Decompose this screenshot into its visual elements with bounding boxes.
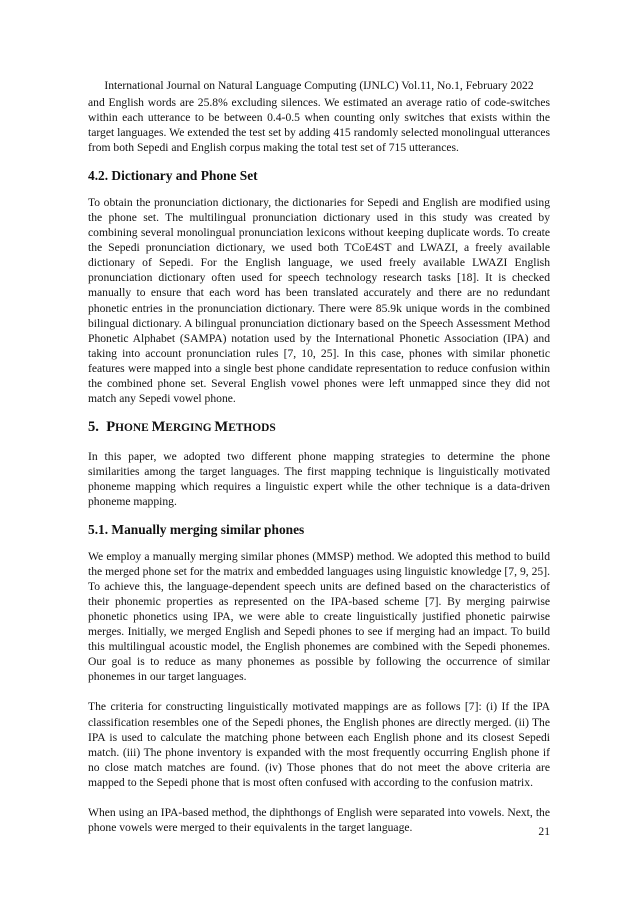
running-header: International Journal on Natural Language Computing (IJNLC) Vol.11, No.1, February 2022 bbox=[104, 79, 534, 92]
smallcap-rest: ERGING bbox=[165, 421, 215, 434]
section-number: 5. bbox=[88, 418, 99, 435]
paragraph-spacer bbox=[88, 684, 550, 699]
smallcap-rest: HONE bbox=[115, 421, 152, 434]
smallcap-initial: M bbox=[214, 418, 229, 435]
paragraph-spacer bbox=[88, 790, 550, 805]
heading-phone-merging-methods bbox=[88, 418, 550, 437]
methods-paragraph: In this paper, we adopted two different phone mapping strategies to determine the phone similarities among the target languages. The first mapping technique is linguistically motivated phoneme mapping which requires a linguistic expert while the other technique is a data-driven phoneme mapping. bbox=[88, 449, 550, 508]
heading-dictionary-and-phone-set: 4.2. Dictionary and Phone Set bbox=[88, 168, 258, 184]
smallcap-initial: M bbox=[151, 418, 166, 435]
intro-paragraph: and English words are 25.8% excluding silences. We estimated an average ratio of code-switches within each utterance to be between 0.4-0.5 when counting only switches that exists within the target languages. We extended the test set by adding 415 randomly selected monolingual utterances from both Sepedi and English corpus making the total test set of 715 utterances. bbox=[88, 96, 550, 155]
mmsp-paragraph-3: When using an IPA-based method, the diphthongs of English were separated into vowels. Next, the phone vowels were merged to their equivalents in the target language. bbox=[88, 805, 550, 834]
smallcap-rest: ETHODS bbox=[228, 421, 276, 434]
heading-manually-merging-similar-phones: 5.1. Manually merging similar phones bbox=[88, 522, 305, 538]
mmsp-paragraph-1: We employ a manually merging similar phones (MMSP) method. We adopted this method to build the merged phone set for the matrix and embedded languages using linguistic knowledge [7, 9, 25]. To achieve this, the language-dependent speech units are defined based on the characteristics of their phonemic properties as represented on the IPA-based scheme [7]. By merging pairwise phonetic phonetics using IPA, we were able to create linguistically justified phonetic pairwise merges. Initially, we merged English and Sepedi phones to see if merging had an impact. To build this multilingual acoustic model, the English phonemes are combined with the Sepedi phonemes. Our goal is to reduce as many phonemes as possible by following the occurrence of similar phonemes in our target languages. bbox=[88, 550, 550, 684]
page-number: 21 bbox=[538, 825, 550, 838]
page-body bbox=[88, 95, 550, 835]
smallcap-initial: P bbox=[106, 418, 116, 435]
mmsp-paragraph-2: The criteria for constructing linguistically motivated mappings are as follows [7]: (i) If the IPA classification resembles one of the Sepedi phones, the English phones are directly merged. (ii) The IPA is used to calculate the matching phone between each English phone and its closest Sepedi match. (iii) The phone inventory is expanded with the most frequently occurring English phone if no close match matches are found. (iv) Those phones that do not meet the above criteria are mapped to the Sepedi phone that is most often confused with according to the confusion matrix. bbox=[88, 700, 550, 789]
dictionary-paragraph: To obtain the pronunciation dictionary, the dictionaries for Sepedi and English are modified using the phone set. The multilingual pronunciation dictionary used in this study was created by combining several monolingual pronunciation lexicons without keeping duplicate words. To create the Sepedi pronunciation dictionary, we used both TCoE4ST and LWAZI, a freely available dictionary of Sepedi. For the English language, we used freely available LWAZI English pronunciation dictionary often used for speech technology research tasks [18]. It is checked manually to ensure that each word has been translated accurately and there are no redundant phonetic entries in the pronunciation dictionary. There were 85.9k unique words in the combined bilingual dictionary. A bilingual pronunciation dictionary based on the Speech Assessment Method Phonetic Alphabet (SAMPA) notation used by the International Phonetic Association (IPA) and taking into account pronunciation rules [7, 10, 25]. In this case, phones with similar phonetic features were mapped into a single best phone candidate representation to reduce confusion within the combined phone set. Several English vowel phones were left unmapped since they did not match any Sepedi vowel phone. bbox=[88, 196, 550, 405]
